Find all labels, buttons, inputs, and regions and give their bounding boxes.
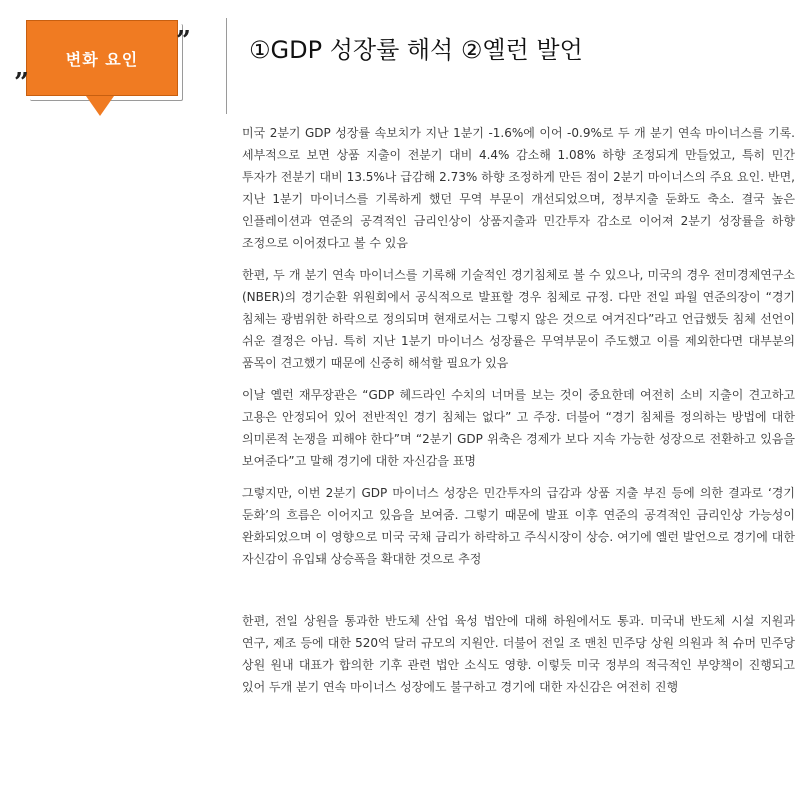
badge-label: 변화 요인 — [65, 49, 139, 69]
quote-mark-right: ” — [176, 26, 191, 56]
paragraph-semiconductor: 한편, 전일 상원을 통과한 반도체 산업 육성 법안에 대해 하원에서도 통과. 미국내 반도체 시설 지원과 연구, 제조 등에 대한 520억 달러 규모의 지원안. 더불어 전일 조 맨친 민주당 상원 의원과 척 슈머 민주당 상원 원내 대표가 합의한 기후 관련 법안 소식도 영향. 이렇듯 미국 정부의 적극적인 부양책이 진행되고 있어 두개 분기 연속 마이너스 성장에도 불구하고 경기에 대한 자신감은 여전히 진행 — [242, 614, 795, 694]
body-text — [242, 122, 795, 708]
title-divider — [226, 18, 227, 114]
paragraph-slowdown: 그렇지만, 이번 2분기 GDP 마이너스 성장은 민간투자의 급감과 상품 지출 부진 등에 의한 결과로 ‘경기 둔화’의 흐름은 이어지고 있음을 보여줌. 그렇기 때문에 발표 이후 연준의 공격적인 금리인상 가능성이 완화되었으며 이 영향으로 미국 국채 금리가 하락하고 주식시장이 상승. 여기에 옐런 발언으로 경기에 대한 자신감이 유입돼 상승폭을 확대한 것으로 추정 — [242, 486, 795, 566]
paragraph-recession: 한편, 두 개 분기 연속 마이너스를 기록해 기술적인 경기침체로 볼 수 있으나, 미국의 경우 전미경제연구소(NBER)의 경기순환 위원회에서 공식적으로 발표할 경우 침체로 규정. 다만 전일 파월 연준의장이 “경기 침체는 광범위한 하락으로 정의되며 현재로서는 그렇지 않은 것으로 여겨진다”라고 언급했듯 침체 선언이 쉬운 결정은 아님. 특히 지난 1분기 마이너스 성장률은 무역부문이 주도했고 이를 제외한다면 대부분의 품목이 견고했기 때문에 신중히 해석할 필요가 있음 — [242, 268, 795, 370]
badge-tail — [86, 96, 114, 116]
paragraph-gdp: 미국 2분기 GDP 성장률 속보치가 지난 1분기 -1.6%에 이어 -0.9%로 두 개 분기 연속 마이너스를 기록. 세부적으로 보면 상품 지출이 전분기 대비 4.4% 감소해 1.08% 하향 조정되게 만들었고, 특히 민간 투자가 전분기 대비 13.5%나 급감해 2.73% 하향 조정하게 만든 점이 2분기 마이너스의 주요 요인. 반면, 지난 1분기 마이너스를 기록하게 했던 무역 부문이 개선되었으며, 정부지출 둔화도 축소. 결국 높은 인플레이션과 연준의 공격적인 금리인상이 상품지출과 민간투자 감소로 이어져 2분기 성장률을 하향 조정으로 이어졌다고 볼 수 있음 — [242, 126, 795, 250]
paragraph-yellen: 이날 옐런 재무장관은 “GDP 헤드라인 수치의 너머를 보는 것이 중요한데 여전히 소비 지출이 견고하고 고용은 안정되어 있어 전반적인 경기 침체는 없다” 고 주장. 더불어 “경기 침체를 정의하는 방법에 대한 의미론적 논쟁을 피해야 한다”며 “2분기 GDP 위축은 경제가 보다 지속 가능한 성장으로 전환하고 있음을 보여준다”고 말해 경기에 대한 자신감을 표명 — [242, 388, 795, 468]
quote-mark-left: ” — [14, 68, 29, 98]
badge-box — [26, 20, 178, 96]
page-title: ①GDP 성장률 해석 ②옐런 발언 — [249, 36, 583, 64]
section-badge — [0, 0, 200, 130]
